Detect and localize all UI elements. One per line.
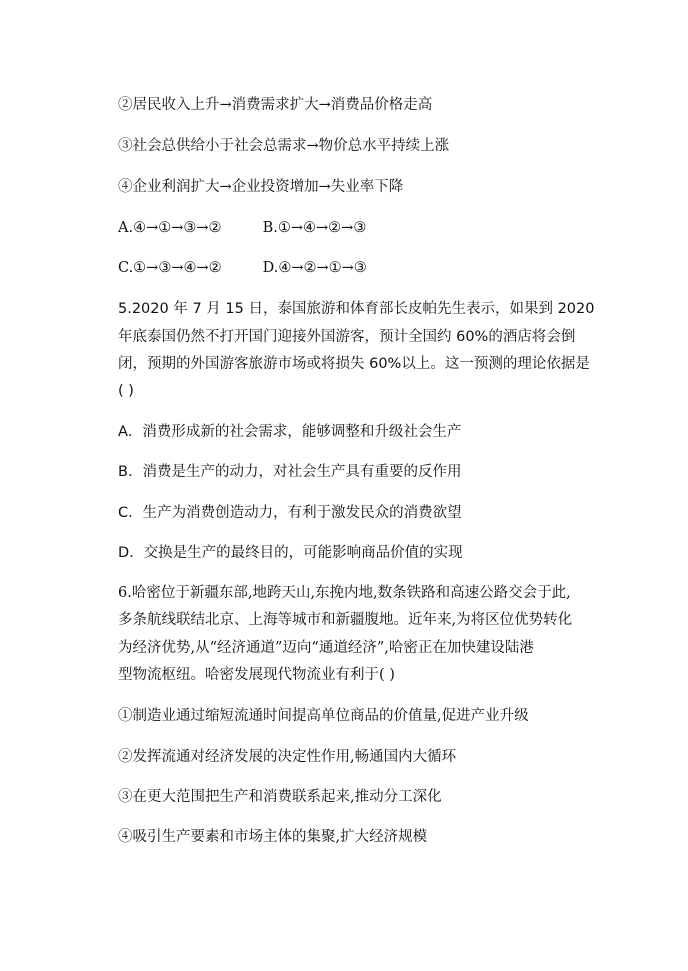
q6-item-1: ①制造业通过缩短流通时间提高单位商品的价值量,促进产业升级 xyxy=(118,708,529,724)
q5-stem-line-4: ( ) xyxy=(118,383,134,399)
q6-stem-line-2: 多条航线联结北京、上海等城市和新疆腹地。近年来,为将区位优势转化 xyxy=(118,612,573,628)
prev-option-c: C.①→③→④→② xyxy=(118,260,222,276)
q6-stem-line-1: 6.哈密位于新疆东部,地跨天山,东挽内地,数条铁路和高速公路交会于此, xyxy=(118,585,571,601)
prev-options-row-1 xyxy=(118,221,366,236)
prev-option-b: B.①→④→②→③ xyxy=(262,220,367,236)
q5-stem-line-1: 5.2020 年 7 月 15 日，泰国旅游和体育部长皮帕先生表示，如果到 2020 xyxy=(118,301,595,317)
prev-item-2: ②居民收入上升→消费需求扩大→消费品价格走高 xyxy=(118,97,433,113)
q5-stem-line-3: 闭，预期的外国游客旅游市场或将损失 60%以上。这一预测的理论依据是 xyxy=(118,356,590,372)
q5-option-c: C．生产为消费创造动力，有利于激发民众的消费欲望 xyxy=(118,505,462,521)
prev-option-d: D.④→②→①→③ xyxy=(262,260,367,276)
q6-item-4: ④吸引生产要素和市场主体的集聚,扩大经济规模 xyxy=(118,829,428,845)
prev-option-a: A.④→①→③→② xyxy=(118,220,222,236)
q5-option-d: D．交换是生产的最终目的，可能影响商品价值的实现 xyxy=(118,545,463,561)
q5-option-a: A．消费形成新的社会需求，能够调整和升级社会生产 xyxy=(118,424,462,440)
prev-options-row-2 xyxy=(118,261,367,276)
prev-item-3: ③社会总供给小于社会总需求→物价总水平持续上涨 xyxy=(118,138,450,154)
q6-item-2: ②发挥流通对经济发展的决定性作用,畅通国内大循环 xyxy=(118,749,457,765)
q6-item-3: ③在更大范围把生产和消费联系起来,推动分工深化 xyxy=(118,789,442,805)
q6-stem-line-4: 型物流枢纽。哈密发展现代物流业有利于( ) xyxy=(118,667,395,683)
q5-option-b: B．消费是生产的动力，对社会生产具有重要的反作用 xyxy=(118,464,462,480)
q5-stem-line-2: 年底泰国仍然不打开国门迎接外国游客，预计全国约 60%的酒店将会倒 xyxy=(118,329,576,345)
q6-stem-line-3: 为经济优势,从“经济通道”迈向“通道经济”,哈密正在加快建设陆港 xyxy=(118,640,534,656)
prev-item-4: ④企业利润扩大→企业投资增加→失业率下降 xyxy=(118,179,404,195)
